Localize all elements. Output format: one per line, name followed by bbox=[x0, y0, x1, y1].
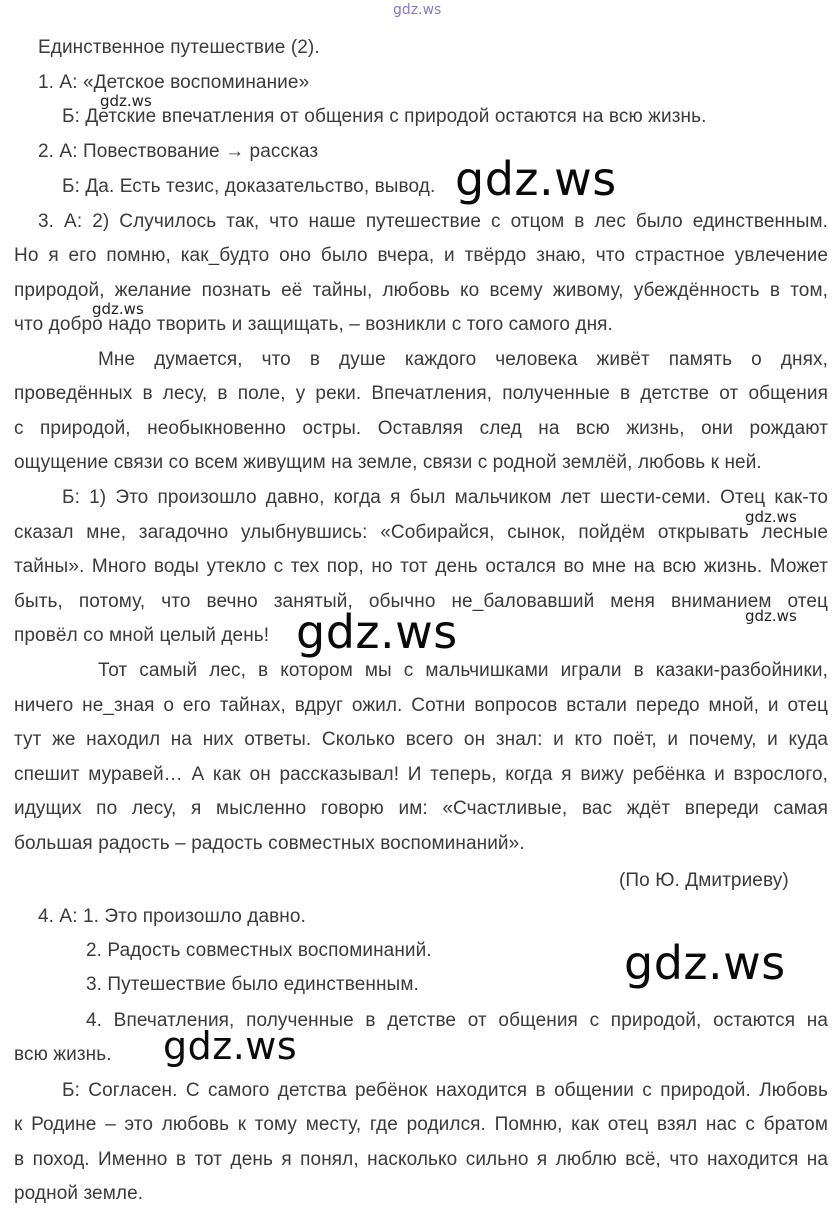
text-line: быть, потому, что вечно занятый, обычно не_баловавший меня вниманием отец bbox=[14, 591, 828, 612]
answer-1a: 1. А: «Детское воспоминание» bbox=[38, 72, 310, 93]
text-line: проведённых в лесу, в поле, у реки. Впечатления, полученные в детстве от общения bbox=[14, 383, 828, 404]
text-line: большая радость – радость совместных воспоминаний». bbox=[14, 833, 525, 854]
watermark-small: gdz.ws bbox=[92, 300, 144, 318]
text-line: Б: 1) Это произошло давно, когда я был мальчиком лет шести-семи. Отец как-то bbox=[62, 487, 828, 508]
answer-4-3: 3. Путешествие было единственным. bbox=[86, 974, 419, 995]
answer-2a: 2. А: Повествование → рассказ bbox=[38, 141, 319, 162]
author-citation: (По Ю. Дмитриеву) bbox=[619, 870, 789, 891]
answer-4-4: 4. Впечатления, полученные в детстве от общения с природой, остаются на bbox=[86, 1010, 828, 1031]
watermark-large: gdz.ws bbox=[296, 605, 458, 659]
text-line: спешит муравей… А как он рассказывал! И теперь, когда я вижу ребёнка и взрослого, bbox=[14, 764, 828, 785]
text-line: идущих по лесу, я мысленно говорю им: «Счастливые, вас ждёт впереди самая bbox=[14, 798, 828, 819]
answer-2b: Б: Да. Есть тезис, доказательство, вывод. bbox=[62, 176, 436, 197]
text-line: сказал мне, загадочно улыбнувшись: «Собирайся, сынок, пойдём открывать лесные bbox=[14, 522, 828, 543]
watermark-small: gdz.ws bbox=[100, 92, 152, 110]
title: Единственное путешествие (2). bbox=[38, 37, 320, 58]
watermark-small: gdz.ws bbox=[745, 508, 797, 526]
text-line: Тот самый лес, в котором мы с мальчишками играли в казаки-разбойники, bbox=[98, 660, 828, 681]
text-line: тут же находил на них ответы. Сколько всего он знал: и кто поёт, и почему, и куда bbox=[14, 729, 828, 750]
text-line: с природой, необыкновенно остры. Оставляя след на всю жизнь, они рождают bbox=[14, 418, 828, 439]
watermark-large: gdz.ws bbox=[163, 1024, 298, 1068]
watermark-large: gdz.ws bbox=[624, 936, 786, 990]
text-line: Б: Согласен. С самого детства ребёнок находится в общении с природой. Любовь bbox=[62, 1080, 828, 1101]
text-line: Но я его помню, как_будто оно было вчера, и твёрдо знаю, что страстное увлечение bbox=[14, 245, 828, 266]
text-line: в поход. Именно в тот день я понял, насколько сильно я люблю всё, что находится на bbox=[14, 1149, 828, 1170]
text-line: всю жизнь. bbox=[14, 1044, 112, 1065]
text-line: родной земле. bbox=[14, 1183, 144, 1204]
text-line: что добро надо творить и защищать, – возникли с того самого дня. bbox=[14, 314, 613, 335]
watermark-top: gdz.ws bbox=[393, 2, 442, 18]
watermark-large: gdz.ws bbox=[455, 152, 617, 206]
answer-1b: Б: Детские впечатления от общения с природой остаются на всю жизнь. bbox=[62, 106, 707, 127]
watermark-small: gdz.ws bbox=[745, 607, 797, 625]
text-line: ничего не_зная о его тайнах, вдруг ожил. Сотни вопросов встали передо мной, и отец bbox=[14, 695, 828, 716]
answer-4-2: 2. Радость совместных воспоминаний. bbox=[86, 940, 432, 961]
text-line: 3. А: 2) Случилось так, что наше путешествие с отцом в лес было единственным. bbox=[38, 211, 828, 232]
text-line: тайны». Много воды утекло с тех пор, но тот день остался во мне на всю жизнь. Может bbox=[14, 556, 828, 577]
text-line: ощущение связи со всем живущим на земле, связи с родной землёй, любовь к ней. bbox=[14, 452, 762, 473]
text-line: провёл со мной целый день! bbox=[14, 625, 270, 646]
answer-4a: 4. А: 1. Это произошло давно. bbox=[38, 906, 306, 927]
text-line: к Родине – это любовь к тому месту, где родился. Помню, как отец взял нас с братом bbox=[14, 1114, 828, 1135]
text-line: Мне думается, что в душе каждого человека живёт память о днях, bbox=[98, 349, 828, 370]
text-line: природой, желание познать её тайны, любовь ко всему живому, убеждённость в том, bbox=[14, 280, 828, 301]
